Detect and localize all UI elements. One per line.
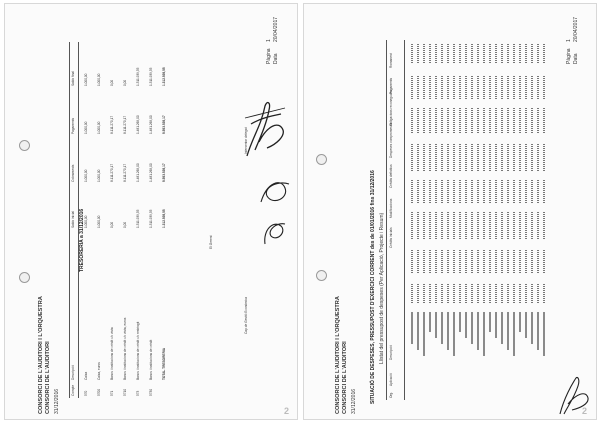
row-value: 1.000,00 [84, 73, 88, 86]
table-figure-block [429, 44, 431, 64]
table-rule [69, 42, 70, 398]
table-description-block [507, 312, 509, 350]
table-figure-block [507, 108, 509, 134]
table-figure-block [435, 250, 437, 274]
header-descripcio: Descripció [71, 365, 75, 380]
table-figure-block [507, 44, 509, 64]
table-figure-block [465, 212, 467, 240]
row-value: 1.481.269,00 [136, 163, 140, 182]
table-description-block [531, 312, 533, 344]
table-figure-block [495, 250, 497, 274]
table-figure-block [531, 212, 533, 240]
data-value: 20/04/2017 [573, 16, 579, 42]
row-desc: Bancs i institucions de crèdit c/c vista, euros [123, 317, 127, 380]
table-description-block [411, 312, 413, 344]
table-figure-block [495, 144, 497, 172]
table-figure-block [453, 284, 455, 304]
table-rule [78, 42, 79, 398]
table-figure-block [411, 76, 413, 100]
pagina-label: Pàgina [266, 48, 272, 64]
table-figure-block [417, 284, 419, 304]
table-figure-block [411, 284, 413, 304]
table-figure-block [447, 250, 449, 274]
total-value: 9.593.539,17 [162, 115, 166, 134]
table-figure-block [447, 144, 449, 172]
pagina-value: 1 [266, 39, 272, 42]
header-cobraments: Cobraments [71, 164, 75, 182]
table-figure-block [429, 180, 431, 204]
table-figure-block [483, 44, 485, 64]
table-figure-block [507, 180, 509, 204]
table-figure-block [447, 284, 449, 304]
row-value: 1.311.939,55 [149, 209, 153, 228]
table-figure-block [525, 180, 527, 204]
table-figure-block [519, 108, 521, 134]
table-description-block [519, 312, 521, 332]
row-desc: Bancs i institucions de crèdit c/c restringit [136, 321, 140, 380]
row-desc: Bancs i institucions de crèdit c/c vista [110, 327, 114, 380]
row-value: 0,00 [110, 79, 114, 86]
table-figure-block [531, 284, 533, 304]
table-figure-block [531, 44, 533, 64]
row-value: 8.111.270,17 [123, 115, 127, 134]
table-figure-block [453, 108, 455, 134]
date-line: 31/12/2016 [351, 388, 357, 414]
table-figure-block [435, 108, 437, 134]
table-figure-block [501, 284, 503, 304]
table-figure-block [483, 144, 485, 172]
header-obligacions: Obligacions reconegudes [389, 90, 393, 126]
row-value: 1.311.939,55 [136, 209, 140, 228]
table-figure-block [465, 76, 467, 100]
table-figure-block [477, 44, 479, 64]
signature-handwritten-1 [241, 96, 289, 164]
org-line-2: CONSORCI DE L'AUDITORI [342, 341, 348, 414]
row-value: 1.311.939,55 [136, 67, 140, 86]
table-figure-block [453, 44, 455, 64]
table-figure-block [423, 44, 425, 64]
header-credits-inicials: Crèdits inicials [389, 227, 393, 248]
table-figure-block [429, 108, 431, 134]
table-figure-block [531, 108, 533, 134]
table-figure-block [477, 108, 479, 134]
table-figure-block [465, 144, 467, 172]
table-figure-block [477, 180, 479, 204]
section-title: TRESORERIA a 31/12/2016 [79, 208, 85, 272]
table-figure-block [543, 108, 545, 134]
table-figure-block [441, 284, 443, 304]
table-figure-block [423, 284, 425, 304]
row-desc: Bancs i institucions de crèdit [149, 339, 153, 380]
table-figure-block [435, 144, 437, 172]
signature-handwritten-3 [259, 216, 291, 252]
table-figure-block [477, 250, 479, 274]
table-figure-block [531, 76, 533, 100]
table-figure-block [453, 212, 455, 240]
table-figure-block [411, 212, 413, 240]
table-figure-block [459, 250, 461, 274]
table-figure-block [537, 180, 539, 204]
table-rule [386, 40, 387, 400]
table-figure-block [417, 180, 419, 204]
row-value: 1.000,00 [84, 121, 88, 134]
table-figure-block [537, 76, 539, 100]
table-figure-block [531, 180, 533, 204]
table-figure-block [459, 180, 461, 204]
row-value: 1.481.269,00 [149, 115, 153, 134]
table-figure-block [471, 108, 473, 134]
table-figure-block [495, 108, 497, 134]
row-value: 1.000,00 [97, 169, 101, 182]
table-figure-block [531, 144, 533, 172]
table-figure-block [483, 250, 485, 274]
table-figure-block [471, 76, 473, 100]
table-figure-block [543, 250, 545, 274]
page-number: 2 [284, 406, 290, 416]
header-modificacions: Modificacions [389, 198, 393, 218]
table-figure-block [525, 108, 527, 134]
table-figure-block [477, 212, 479, 240]
header-compte: Compte [71, 384, 75, 396]
table-figure-block [507, 144, 509, 172]
table-figure-block [429, 144, 431, 172]
table-figure-block [495, 212, 497, 240]
table-figure-block [423, 212, 425, 240]
table-figure-block [489, 250, 491, 274]
table-figure-block [441, 144, 443, 172]
pagina-value: 1 [566, 39, 572, 42]
table-figure-block [429, 284, 431, 304]
punch-hole [19, 140, 30, 151]
table-figure-block [507, 76, 509, 100]
table-figure-block [423, 108, 425, 134]
org-line-1: CONSORCI DE L'AUDITORI I L'ORQUESTRA [38, 296, 44, 414]
table-figure-block [525, 144, 527, 172]
row-value: 1.000,00 [84, 169, 88, 182]
header-romanent: Romanent [389, 53, 393, 68]
total-label: TOTAL TRESORERIA [162, 347, 166, 380]
table-figure-block [543, 180, 545, 204]
table-figure-block [489, 76, 491, 100]
table-figure-block [483, 76, 485, 100]
table-figure-block [459, 212, 461, 240]
table-figure-block [423, 180, 425, 204]
table-figure-block [429, 250, 431, 274]
table-figure-block [459, 108, 461, 134]
table-figure-block [513, 212, 515, 240]
table-description-block [471, 312, 473, 344]
table-figure-block [411, 250, 413, 274]
table-figure-block [447, 212, 449, 240]
table-figure-block [471, 212, 473, 240]
table-description-block [465, 312, 467, 338]
page-number: 2 [582, 406, 588, 416]
table-figure-block [417, 108, 419, 134]
table-figure-block [513, 44, 515, 64]
row-desc: Caixa [84, 371, 88, 380]
table-figure-block [519, 212, 521, 240]
table-figure-block [483, 180, 485, 204]
row-code: 570 [84, 390, 88, 396]
row-value: 1.481.269,00 [149, 163, 153, 182]
table-figure-block [519, 284, 521, 304]
table-figure-block [513, 250, 515, 274]
table-figure-block [501, 180, 503, 204]
table-figure-block [519, 144, 521, 172]
table-figure-block [435, 44, 437, 64]
table-figure-block [417, 44, 419, 64]
data-label: Data [573, 53, 579, 64]
table-figure-block [519, 44, 521, 64]
table-figure-block [513, 284, 515, 304]
signature-caption-2: Interventor delegat [244, 127, 248, 154]
table-figure-block [435, 180, 437, 204]
table-figure-block [441, 250, 443, 274]
total-value: 9.593.539,17 [162, 163, 166, 182]
signature-handwritten-2 [257, 172, 293, 212]
table-figure-block [495, 180, 497, 204]
table-description-block [447, 312, 449, 350]
table-figure-block [501, 144, 503, 172]
total-value: 1.312.939,55 [162, 67, 166, 86]
table-description-block [417, 312, 419, 350]
table-figure-block [447, 108, 449, 134]
table-figure-block [537, 284, 539, 304]
table-figure-block [411, 144, 413, 172]
table-description-block [543, 312, 545, 356]
table-figure-block [441, 76, 443, 100]
table-figure-block [489, 284, 491, 304]
header-aplicacio: Aplicació [389, 373, 393, 386]
row-value: 1.311.939,55 [149, 67, 153, 86]
table-description-block [423, 312, 425, 356]
row-value: 1.000,00 [97, 121, 101, 134]
right-page [303, 3, 597, 420]
table-figure-block [543, 44, 545, 64]
table-figure-block [453, 250, 455, 274]
table-description-block [441, 312, 443, 344]
table-rule [404, 40, 405, 400]
table-figure-block [501, 44, 503, 64]
table-figure-block [483, 108, 485, 134]
table-description-block [525, 312, 527, 338]
table-description-block [453, 312, 455, 356]
row-code: 571 [110, 390, 114, 396]
table-description-block [537, 312, 539, 350]
org-line-1: CONSORCI DE L'AUDITORI I L'ORQUESTRA [335, 296, 341, 414]
table-figure-block [519, 76, 521, 100]
row-code: 5710 [123, 388, 127, 396]
header-pagaments: Pagaments [71, 117, 75, 134]
punch-hole [316, 270, 327, 281]
table-figure-block [543, 144, 545, 172]
table-figure-block [465, 108, 467, 134]
header-pagaments: Pagaments [389, 77, 393, 94]
table-figure-block [423, 144, 425, 172]
table-figure-block [417, 76, 419, 100]
table-figure-block [447, 44, 449, 64]
table-figure-block [513, 144, 515, 172]
date-line: 31/12/2016 [54, 388, 60, 414]
punch-hole [316, 154, 327, 165]
data-value: 20/04/2017 [273, 16, 279, 42]
table-figure-block [483, 212, 485, 240]
table-figure-block [465, 284, 467, 304]
table-figure-block [441, 44, 443, 64]
row-value: 0,00 [123, 79, 127, 86]
table-figure-block [495, 76, 497, 100]
table-figure-block [459, 44, 461, 64]
table-figure-block [441, 108, 443, 134]
header-descripcio: Descripció [389, 345, 393, 360]
table-figure-block [471, 144, 473, 172]
table-figure-block [519, 250, 521, 274]
table-figure-block [543, 212, 545, 240]
table-figure-block [477, 284, 479, 304]
row-value: 8.111.270,17 [110, 115, 114, 134]
table-figure-block [489, 180, 491, 204]
table-figure-block [525, 212, 527, 240]
table-figure-block [435, 284, 437, 304]
row-value: 0,00 [110, 221, 114, 228]
table-description-block [495, 312, 497, 338]
section-subtitle: Llistat del pressupost de despeses (Per Aplicació, Projecte i Resum) [379, 212, 385, 364]
left-page [4, 3, 298, 420]
signature-caption-3: El Gerent [209, 235, 213, 249]
total-value: 1.312.939,55 [162, 209, 166, 228]
table-description-block [477, 312, 479, 350]
table-figure-block [507, 284, 509, 304]
table-figure-block [453, 76, 455, 100]
table-figure-block [543, 76, 545, 100]
table-figure-block [447, 180, 449, 204]
row-value: 0,00 [123, 221, 127, 228]
table-figure-block [543, 284, 545, 304]
table-figure-block [525, 44, 527, 64]
table-figure-block [507, 250, 509, 274]
pagina-label: Pàgina [566, 48, 572, 64]
table-figure-block [411, 180, 413, 204]
table-figure-block [441, 212, 443, 240]
table-figure-block [489, 108, 491, 134]
table-description-block [429, 312, 431, 332]
table-figure-block [477, 76, 479, 100]
data-label: Data [273, 53, 279, 64]
table-figure-block [489, 44, 491, 64]
table-figure-block [465, 44, 467, 64]
table-figure-block [453, 144, 455, 172]
table-figure-block [525, 76, 527, 100]
header-saldo-final: Saldo final [71, 71, 75, 86]
table-figure-block [435, 212, 437, 240]
table-figure-block [525, 250, 527, 274]
row-value: 1.000,00 [84, 215, 88, 228]
row-value: 1.000,00 [97, 73, 101, 86]
table-description-block [513, 312, 515, 356]
punch-hole [19, 272, 30, 283]
table-figure-block [429, 76, 431, 100]
table-description-block [483, 312, 485, 356]
table-figure-block [513, 180, 515, 204]
table-figure-block [459, 76, 461, 100]
table-figure-block [423, 76, 425, 100]
table-figure-block [435, 76, 437, 100]
row-code: 5700 [97, 388, 101, 396]
table-figure-block [471, 44, 473, 64]
table-figure-block [537, 212, 539, 240]
table-description-block [501, 312, 503, 344]
row-desc: Caixa, euros [97, 362, 101, 380]
table-figure-block [411, 44, 413, 64]
row-value: 8.111.270,17 [110, 163, 114, 182]
table-figure-block [495, 284, 497, 304]
table-figure-block [465, 180, 467, 204]
table-figure-block [501, 250, 503, 274]
table-description-block [489, 312, 491, 332]
table-figure-block [417, 212, 419, 240]
table-description-block [435, 312, 437, 338]
table-figure-block [429, 212, 431, 240]
table-figure-block [417, 250, 419, 274]
table-figure-block [513, 76, 515, 100]
table-figure-block [417, 144, 419, 172]
header-saldo-inicial: Saldo inicial [71, 210, 75, 228]
table-figure-block [501, 76, 503, 100]
table-figure-block [411, 108, 413, 134]
table-figure-block [441, 180, 443, 204]
table-figure-block [471, 180, 473, 204]
table-figure-block [495, 44, 497, 64]
table-figure-block [471, 284, 473, 304]
table-figure-block [489, 212, 491, 240]
header-org: Org. [389, 391, 393, 398]
header-despeses-compromeses: Despeses compromeses [389, 122, 393, 158]
table-figure-block [423, 250, 425, 274]
org-line-2: CONSORCI DE L'AUDITORI [45, 341, 51, 414]
row-code: 573 [136, 390, 140, 396]
table-figure-block [501, 108, 503, 134]
table-figure-block [489, 144, 491, 172]
row-value: 1.481.269,00 [136, 115, 140, 134]
table-figure-block [459, 144, 461, 172]
table-figure-block [519, 180, 521, 204]
section-title: SITUACIÓ DE DESPESES, PRESSUPOST D'EXERCICI CORRENT des de 01/01/2016 fins 31/12/2016 [370, 170, 376, 404]
table-figure-block [459, 284, 461, 304]
table-figure-block [447, 76, 449, 100]
table-figure-block [513, 108, 515, 134]
table-figure-block [501, 212, 503, 240]
table-figure-block [537, 250, 539, 274]
table-description-block [459, 312, 461, 332]
table-figure-block [465, 250, 467, 274]
table-figure-block [471, 250, 473, 274]
row-code: 5730 [149, 388, 153, 396]
table-figure-block [477, 144, 479, 172]
table-figure-block [453, 180, 455, 204]
signature-caption-1: Cap de Gestió Econòmica [244, 296, 248, 334]
table-figure-block [537, 144, 539, 172]
row-value: 8.111.270,17 [123, 163, 127, 182]
row-value: 1.000,00 [97, 215, 101, 228]
table-figure-block [525, 284, 527, 304]
table-figure-block [537, 44, 539, 64]
table-figure-block [507, 212, 509, 240]
table-figure-block [483, 284, 485, 304]
header-credits-definitius: Crèdits definitius [389, 164, 393, 188]
table-figure-block [531, 250, 533, 274]
table-figure-block [537, 108, 539, 134]
